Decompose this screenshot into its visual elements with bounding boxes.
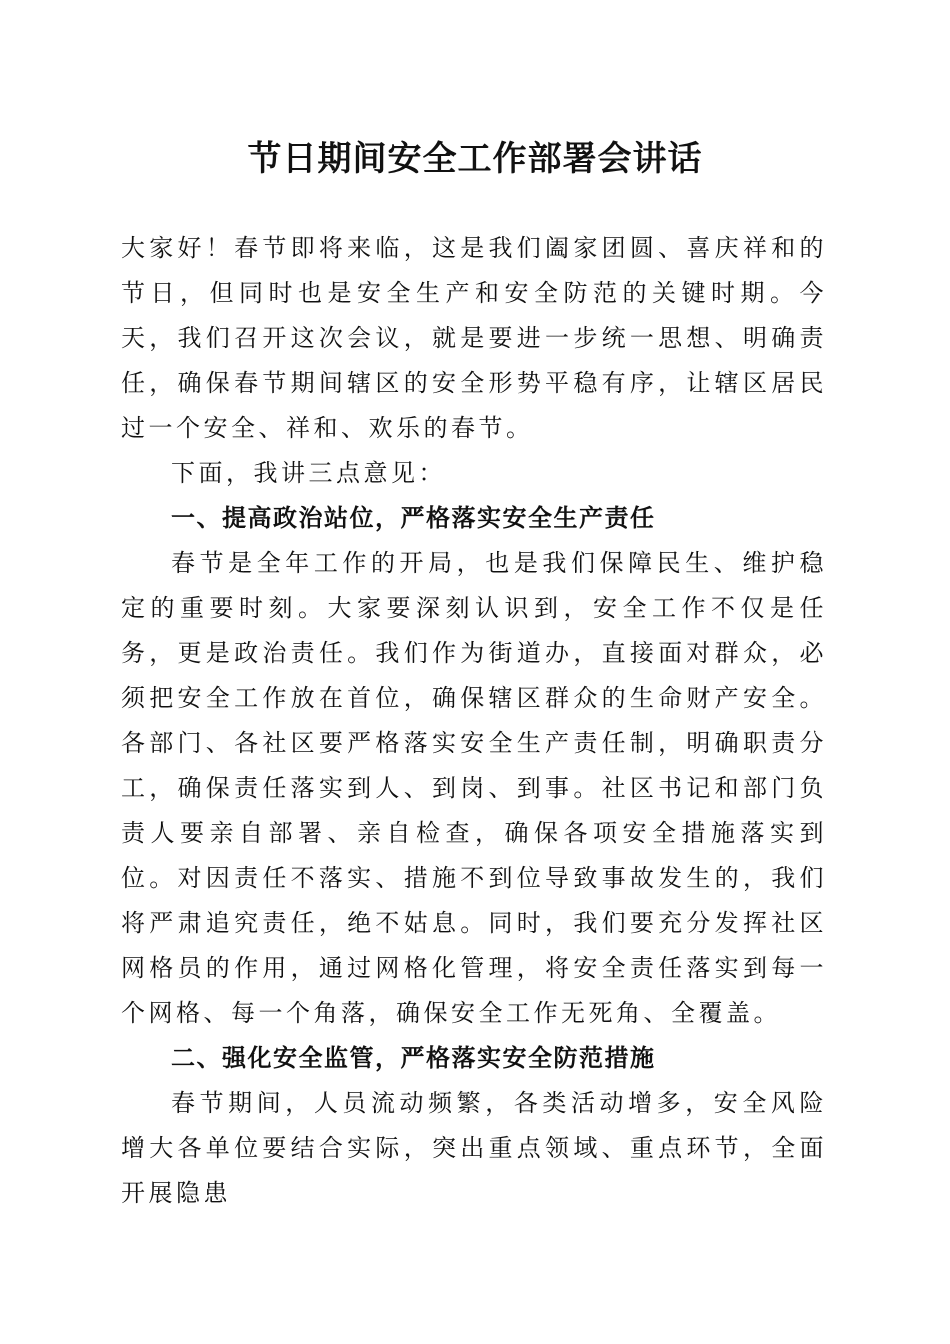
section-heading-1: 一、提高政治站位，严格落实安全生产责任	[171, 504, 656, 532]
section-1-paragraph: 春节是全年工作的开局，也是我们保障民生、维护稳定的重要时刻。大家要深刻认识到，安全工作不仅是任务，更是政治责任。我们作为街道办，直接面对群众，必须把安全工作放在首位，确保辖区群众的生命财产安全。各部门、各社区要严格落实安全生产责任制，明确职责分工，确保责任落实到人、到岗、到事。社区书记和部门负责人要亲自部署、亲自检查，确保各项安全措施落实到位。对因责任不落实、措施不到位导致事故发生的，我们将严肃追究责任，绝不姑息。同时，我们要充分发挥社区网格员的作用，通过网格化管理，将安全责任落实到每一个网格、每一个角落，确保安全工作无死角、全覆盖。	[121, 549, 827, 1027]
section-2-paragraph: 春节期间，人员流动频繁，各类活动增多，安全风险增大各单位要结合实际，突出重点领域、重点环节，全面开展隐患	[121, 1089, 827, 1207]
intro-paragraph: 下面，我讲三点意见：	[171, 459, 446, 487]
document-body	[121, 226, 827, 1216]
opening-paragraph: 大家好！春节即将来临，这是我们阖家团圆、喜庆祥和的节日，但同时也是安全生产和安全防范的关键时期。今天，我们召开这次会议，就是要进一步统一思想、明确责任，确保春节期间辖区的安全形势平稳有序，让辖区居民过一个安全、祥和、欢乐的春节。	[121, 234, 827, 442]
document-title: 节日期间安全工作部署会讲话	[247, 139, 703, 179]
section-heading-2: 二、强化安全监管，严格落实安全防范措施	[171, 1044, 656, 1072]
